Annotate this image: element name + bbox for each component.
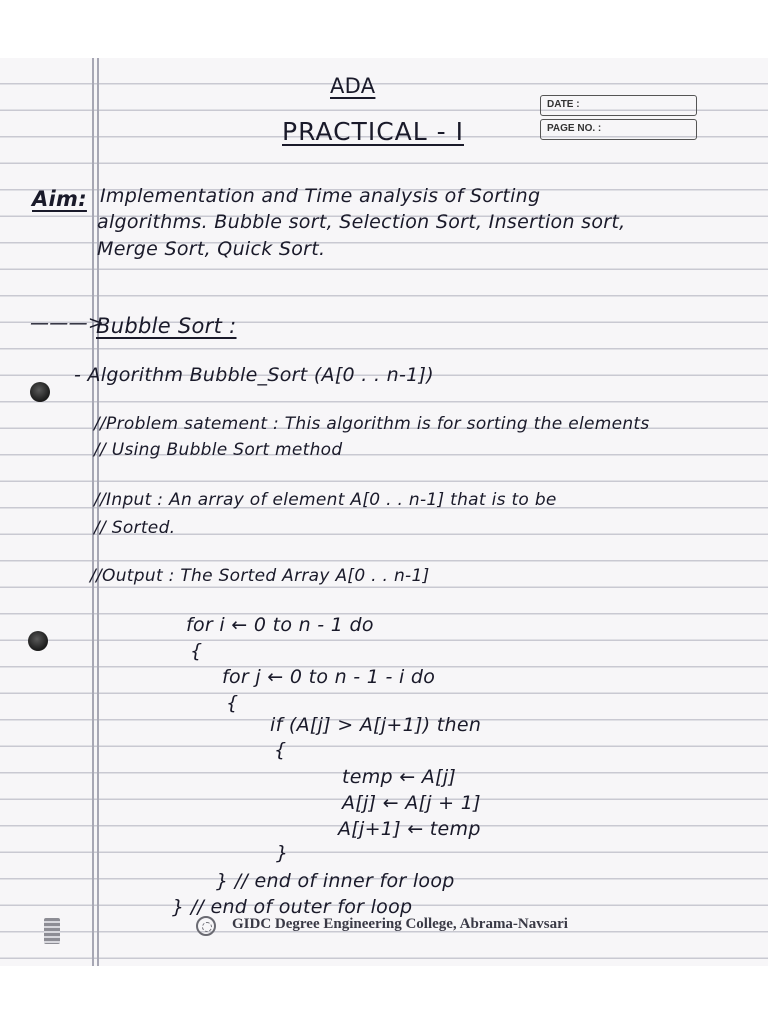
code-line: A[j+1] ← temp — [338, 818, 481, 840]
code-line: for j ← 0 to n - 1 - i do — [222, 666, 436, 688]
input-line-1: //Input : An array of element A[0 . . n-1] that is to be — [94, 490, 557, 510]
section-heading: Bubble Sort : — [96, 314, 237, 338]
code-line: { — [190, 640, 203, 662]
code-line: if (A[j] > A[j+1]) then — [270, 714, 482, 736]
code-line: } — [276, 842, 289, 864]
margin-line — [97, 58, 99, 966]
code-line: { — [274, 739, 287, 761]
page-no-box — [540, 119, 697, 140]
date-box — [540, 95, 697, 116]
code-line: temp ← A[j] — [342, 766, 457, 788]
problem-line-1: //Problem satement : This algorithm is for sorting the elements — [94, 414, 650, 434]
input-line-2: // Sorted. — [94, 518, 176, 538]
code-line: } // end of outer for loop — [172, 896, 413, 918]
algorithm-line: - Algorithm Bubble_Sort (A[0 . . n-1]) — [74, 364, 434, 386]
binder-hole — [28, 631, 48, 651]
code-line: } // end of inner for loop — [216, 870, 455, 892]
aim-line-3: Merge Sort, Quick Sort. — [97, 238, 326, 260]
code-line: { — [226, 692, 239, 714]
binder-hole — [30, 382, 50, 402]
problem-line-2: // Using Bubble Sort method — [94, 440, 343, 460]
output-line: //Output : The Sorted Array A[0 . . n-1] — [90, 566, 430, 586]
college-footer: GIDC Degree Engineering College, Abrama-Navsari — [232, 916, 568, 932]
practical-title: PRACTICAL - I — [282, 117, 464, 146]
aim-line-1: Implementation and Time analysis of Sorting — [100, 185, 541, 207]
arrow-marker: ———> — [30, 312, 105, 334]
subject-title: ADA — [330, 74, 376, 98]
college-logo-icon — [196, 916, 216, 936]
code-line: A[j] ← A[j + 1] — [342, 792, 481, 814]
date-label: DATE : — [547, 99, 580, 110]
aim-label: Aim: — [32, 187, 87, 211]
aim-line-2: algorithms. Bubble sort, Selection Sort, Insertion sort, — [97, 211, 626, 233]
page-no-label: PAGE NO. : — [547, 123, 602, 134]
margin-line — [92, 58, 94, 966]
code-line: for i ← 0 to n - 1 do — [186, 614, 374, 636]
book-stack-icon — [44, 918, 60, 944]
